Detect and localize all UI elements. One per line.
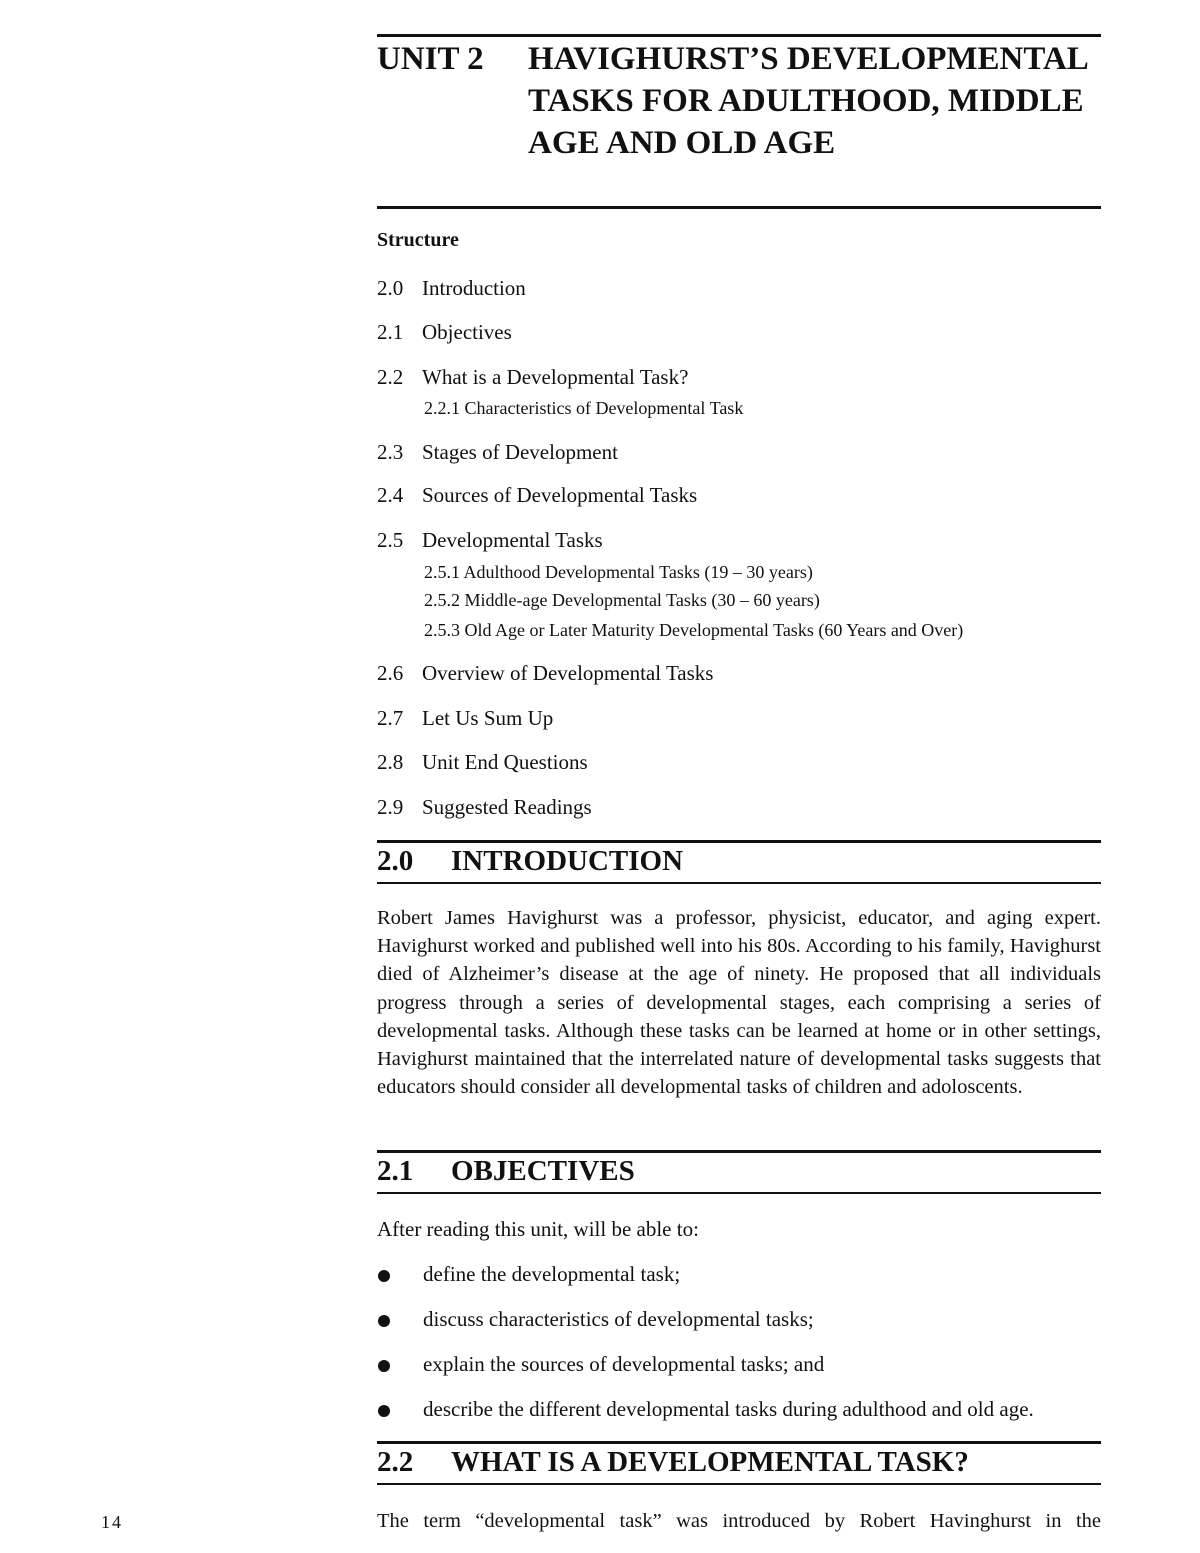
toc-subitem: 2.5.3 Old Age or Later Maturity Developmental Tasks (60 Years and Over) <box>424 620 964 640</box>
what-is-heading <box>377 1444 1101 1480</box>
structure-heading: Structure <box>377 229 459 251</box>
objective-bullet <box>377 1396 1034 1422</box>
toc-item <box>377 660 713 686</box>
toc-number: 2.8 <box>377 750 404 774</box>
toc-item <box>377 319 512 345</box>
section-rule-bottom <box>377 1192 1101 1194</box>
toc-number: 2.1 <box>377 320 404 344</box>
toc-label: Unit End Questions <box>422 750 588 774</box>
toc-label: Let Us Sum Up <box>422 706 554 730</box>
bullet-text: describe the different developmental tasks during adulthood and old age. <box>423 1397 1034 1421</box>
toc-label: Overview of Developmental Tasks <box>422 661 714 685</box>
bullet-dot-icon <box>378 1270 390 1282</box>
toc-item <box>377 364 688 390</box>
introduction-heading <box>377 843 1101 879</box>
bullet-text: explain the sources of developmental tasks; and <box>423 1352 825 1376</box>
introduction-paragraph: Robert James Havighurst was a professor, physicist, educator, and aging expert. Havighurst worked and published well into his 80s. According to his family, Havighurst died of Alzheimer’s disease at the age of ninety. He proposed that all individuals progress through a series of developmental stages, each comprising a series of developmental tasks. Although these tasks can be learned at home or in other settings, Havighurst maintained that the interrelated nature of developmental tasks suggests that educators should consider all developmental tasks of children and adoloscents. <box>377 907 1101 1099</box>
toc-item <box>377 482 697 508</box>
section-rule-bottom <box>377 1483 1101 1485</box>
page-number: 14 <box>101 1512 123 1532</box>
toc-number: 2.4 <box>377 483 404 507</box>
toc-number: 2.2 <box>377 365 404 389</box>
bullet-dot-icon <box>378 1405 390 1417</box>
unit-label: UNIT 2 <box>377 41 484 77</box>
section-rule-bottom <box>377 882 1101 884</box>
toc-subitem: 2.5.1 Adulthood Developmental Tasks (19 – 30 years) <box>424 562 813 582</box>
toc-label: Suggested Readings <box>422 795 592 819</box>
objectives-lead: After reading this unit, will be able to: <box>377 1217 699 1241</box>
toc-item <box>377 439 618 465</box>
toc-number: 2.7 <box>377 706 404 730</box>
header-bottom-rule <box>377 206 1101 209</box>
toc-number: 2.6 <box>377 661 404 685</box>
objective-bullet <box>377 1351 824 1377</box>
toc-number: 2.5 <box>377 528 404 552</box>
bullet-text: define the developmental task; <box>423 1262 681 1286</box>
section-number: 2.0 <box>377 845 414 877</box>
section-number: 2.2 <box>377 1446 414 1478</box>
section-title: OBJECTIVES <box>451 1155 635 1187</box>
toc-item <box>377 527 603 553</box>
toc-item <box>377 705 553 731</box>
bullet-text: discuss characteristics of developmental tasks; <box>423 1307 814 1331</box>
toc-label: Objectives <box>422 320 512 344</box>
objectives-heading <box>377 1153 1101 1189</box>
toc-number: 2.3 <box>377 440 404 464</box>
section-title: INTRODUCTION <box>451 845 684 877</box>
toc-label: Sources of Developmental Tasks <box>422 483 698 507</box>
toc-item <box>377 749 588 775</box>
objective-bullet <box>377 1261 680 1287</box>
toc-number: 2.0 <box>377 276 404 300</box>
toc-number: 2.9 <box>377 795 404 819</box>
top-rule <box>377 34 1101 37</box>
bullet-dot-icon <box>378 1360 390 1372</box>
toc-label: Introduction <box>422 276 526 300</box>
what-is-paragraph: The term “developmental task” was introduced by Robert Havinghurst in the <box>377 1510 1101 1532</box>
toc-label: Developmental Tasks <box>422 528 603 552</box>
bullet-dot-icon <box>378 1315 390 1327</box>
toc-label: What is a Developmental Task? <box>422 365 689 389</box>
section-number: 2.1 <box>377 1155 414 1187</box>
unit-title: HAVIGHURST’S DEVELOPMENTAL TASKS FOR ADULTHOOD, MIDDLE AGE AND OLD AGE <box>528 41 1087 161</box>
objective-bullet <box>377 1306 814 1332</box>
section-title: WHAT IS A DEVELOPMENTAL TASK? <box>451 1446 969 1478</box>
toc-item <box>377 275 526 301</box>
toc-subitem: 2.2.1 Characteristics of Developmental Task <box>424 398 744 418</box>
toc-item <box>377 794 592 820</box>
toc-label: Stages of Development <box>422 440 618 464</box>
toc-subitem: 2.5.2 Middle-age Developmental Tasks (30 – 60 years) <box>424 590 820 610</box>
